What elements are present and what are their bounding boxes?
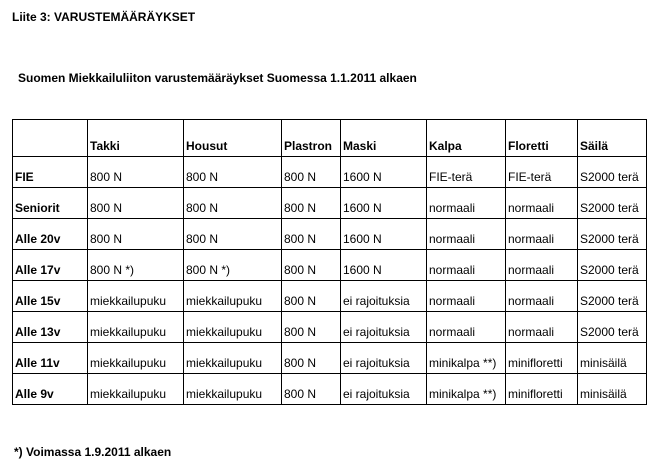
- table-cell: 1600 N: [341, 250, 427, 281]
- table-row: [13, 281, 647, 312]
- table-row: [13, 312, 647, 343]
- table-row: [13, 157, 647, 188]
- footnote: *) Voimassa 1.9.2011 alkaen: [14, 445, 172, 459]
- table-cell: 800 N: [282, 250, 341, 281]
- page-title: Liite 3: VARUSTEMÄÄRÄYKSET: [12, 10, 196, 24]
- row-header: Alle 17v: [13, 250, 88, 281]
- table-cell: miekkailupuku: [184, 374, 282, 405]
- table-cell: normaali: [506, 250, 578, 281]
- table-cell: 800 N: [282, 157, 341, 188]
- table-cell: 800 N: [282, 343, 341, 374]
- table-cell: minikalpa **): [427, 374, 506, 405]
- table-cell: S2000 terä: [578, 250, 647, 281]
- column-header: Housut: [184, 120, 282, 157]
- table-cell: ei rajoituksia: [341, 281, 427, 312]
- table-cell: 800 N: [282, 281, 341, 312]
- column-header: Maski: [341, 120, 427, 157]
- table-cell: minisäilä: [578, 343, 647, 374]
- table-cell: minifloretti: [506, 374, 578, 405]
- table-cell: miekkailupuku: [88, 374, 184, 405]
- table-cell: 800 N *): [184, 250, 282, 281]
- table-cell: miekkailupuku: [88, 343, 184, 374]
- row-header: Seniorit: [13, 188, 88, 219]
- equipment-table: [12, 119, 647, 405]
- table-cell: minisäilä: [578, 374, 647, 405]
- table-cell: normaali: [427, 312, 506, 343]
- row-header: Alle 9v: [13, 374, 88, 405]
- table-cell: normaali: [506, 219, 578, 250]
- table-cell: S2000 terä: [578, 219, 647, 250]
- table-cell: ei rajoituksia: [341, 374, 427, 405]
- table-cell: ei rajoituksia: [341, 312, 427, 343]
- table-cell: minikalpa **): [427, 343, 506, 374]
- column-header: Plastron: [282, 120, 341, 157]
- table-cell: FIE-terä: [427, 157, 506, 188]
- row-header: Alle 15v: [13, 281, 88, 312]
- table-row: [13, 250, 647, 281]
- table-cell: 1600 N: [341, 219, 427, 250]
- table-cell: 800 N: [282, 219, 341, 250]
- table-cell: S2000 terä: [578, 312, 647, 343]
- table-cell: 800 N: [184, 219, 282, 250]
- table-cell: S2000 terä: [578, 188, 647, 219]
- table-cell: normaali: [427, 188, 506, 219]
- table-cell: normaali: [506, 188, 578, 219]
- table-cell: ei rajoituksia: [341, 343, 427, 374]
- table-cell: FIE-terä: [506, 157, 578, 188]
- table-cell: 800 N: [184, 157, 282, 188]
- table-cell: miekkailupuku: [88, 312, 184, 343]
- table-row: [13, 219, 647, 250]
- table-cell: 800 N: [282, 374, 341, 405]
- column-header: Floretti: [506, 120, 578, 157]
- column-header: [13, 120, 88, 157]
- table-cell: 800 N: [282, 312, 341, 343]
- table-cell: normaali: [506, 312, 578, 343]
- column-header: Takki: [88, 120, 184, 157]
- table-cell: minifloretti: [506, 343, 578, 374]
- table-cell: normaali: [427, 281, 506, 312]
- table-cell: miekkailupuku: [184, 343, 282, 374]
- table-cell: normaali: [506, 281, 578, 312]
- row-header: Alle 13v: [13, 312, 88, 343]
- table-cell: 1600 N: [341, 157, 427, 188]
- row-header: Alle 20v: [13, 219, 88, 250]
- table-cell: 800 N *): [88, 250, 184, 281]
- table-cell: 800 N: [184, 188, 282, 219]
- table-cell: miekkailupuku: [184, 281, 282, 312]
- row-header: FIE: [13, 157, 88, 188]
- table-cell: 800 N: [88, 219, 184, 250]
- column-header: Kalpa: [427, 120, 506, 157]
- table-cell: 800 N: [88, 157, 184, 188]
- table-cell: 1600 N: [341, 188, 427, 219]
- row-header: Alle 11v: [13, 343, 88, 374]
- table-cell: normaali: [427, 219, 506, 250]
- document-subtitle: Suomen Miekkailuliiton varustemääräykset Suomessa 1.1.2011 alkaen: [18, 71, 417, 85]
- table-row: [13, 188, 647, 219]
- column-header: Säilä: [578, 120, 647, 157]
- table-cell: S2000 terä: [578, 281, 647, 312]
- table-cell: miekkailupuku: [88, 281, 184, 312]
- table-cell: 800 N: [88, 188, 184, 219]
- table-row: [13, 374, 647, 405]
- table-cell: miekkailupuku: [184, 312, 282, 343]
- table-row: [13, 343, 647, 374]
- table-cell: normaali: [427, 250, 506, 281]
- header-row: [13, 120, 647, 157]
- table-cell: S2000 terä: [578, 157, 647, 188]
- table-cell: 800 N: [282, 188, 341, 219]
